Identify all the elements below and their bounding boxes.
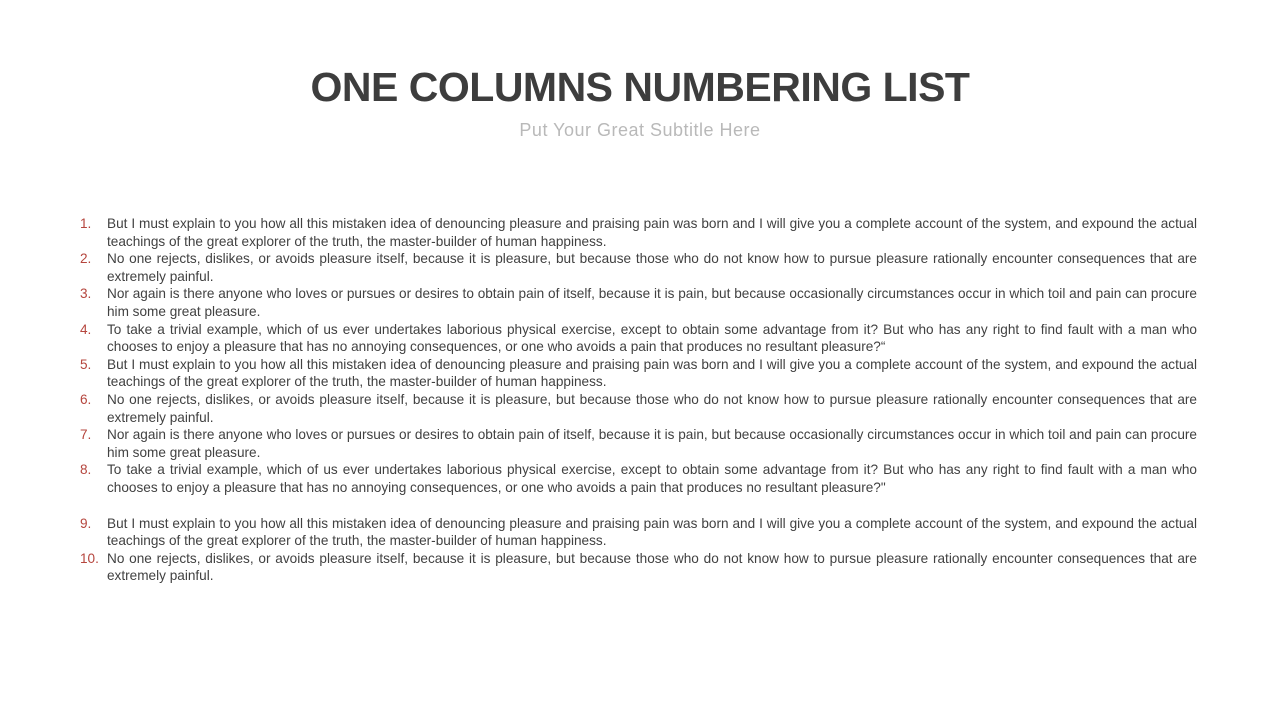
list-item-number: 1. <box>80 216 92 231</box>
list-item-number: 5. <box>80 356 92 372</box>
list-item-number: 7. <box>80 427 92 443</box>
list-item-text: But I must explain to you how all this mistaken idea of denouncing pleasure and praising pain was born and I will give you a complete account of the system, and expound the actual teachings of the great explorer of the truth, the master-builder of human happiness. <box>107 356 1197 390</box>
list-item-text: No one rejects, dislikes, or avoids pleasure itself, because it is pleasure, but because those who do not know how to pursue pleasure rationally encounter consequences that are extremely painful. <box>107 251 1197 284</box>
numbered-list <box>80 215 1197 585</box>
list-item-number: 9. <box>80 515 92 531</box>
list-item-number: 6. <box>80 391 92 407</box>
list-item-text: Nor again is there anyone who loves or pursues or desires to obtain pain of itself, because it is pain, but because occasionally circumstances occur in which toil and pain can procure him some great pleasure. <box>107 427 1197 460</box>
slide-title: ONE COLUMNS NUMBERING LIST <box>310 64 970 110</box>
list-item-text: But I must explain to you how all this mistaken idea of denouncing pleasure and praising pain was born and I will give you a complete account of the system, and expound the actual teachings of the great explorer of the truth, the master-builder of human happiness. <box>107 515 1197 549</box>
list-item-text: To take a trivial example, which of us ever undertakes laborious physical exercise, except to obtain some advantage from it? But who has any right to find fault with a man who chooses to enjoy a pleasure that has no annoying consequences, or one who avoids a pain that produces no resultant pleasure?“ <box>107 321 1197 355</box>
list-item-number: 2. <box>80 251 92 267</box>
list-item-text: But I must explain to you how all this mistaken idea of denouncing pleasure and praising pain was born and I will give you a complete account of the system, and expound the actual teachings of the great explorer of the truth, the master-builder of human happiness. <box>107 216 1197 249</box>
list-item <box>80 250 1197 285</box>
list-item <box>80 321 1197 356</box>
list-item <box>80 215 1197 250</box>
list-item <box>80 461 1197 496</box>
list-item-number: 4. <box>80 321 92 337</box>
list-item <box>80 550 1197 585</box>
list-item <box>80 391 1197 426</box>
list-item-text: To take a trivial example, which of us ever undertakes laborious physical exercise, except to obtain some advantage from it? But who has any right to find fault with a man who chooses to enjoy a pleasure that has no annoying consequences, or one who avoids a pain that produces no resultant pleasure?" <box>107 462 1197 495</box>
list-item-text: No one rejects, dislikes, or avoids pleasure itself, because it is pleasure, but because those who do not know how to pursue pleasure rationally encounter consequences that are extremely painful. <box>107 550 1197 584</box>
list-item-number: 3. <box>80 286 92 302</box>
list-item-number: 10. <box>80 550 99 566</box>
list-item <box>80 285 1197 320</box>
list-item <box>80 426 1197 461</box>
slide-subtitle: Put Your Great Subtitle Here <box>519 120 761 140</box>
list-item <box>80 515 1197 550</box>
list-item-number: 8. <box>80 462 92 478</box>
list-item <box>80 356 1197 391</box>
list-item-text: Nor again is there anyone who loves or pursues or desires to obtain pain of itself, because it is pain, but because occasionally circumstances occur in which toil and pain can procure him some great pleasure. <box>107 286 1197 319</box>
list-item-text: No one rejects, dislikes, or avoids pleasure itself, because it is pleasure, but because those who do not know how to pursue pleasure rationally encounter consequences that are extremely painful. <box>107 391 1197 425</box>
